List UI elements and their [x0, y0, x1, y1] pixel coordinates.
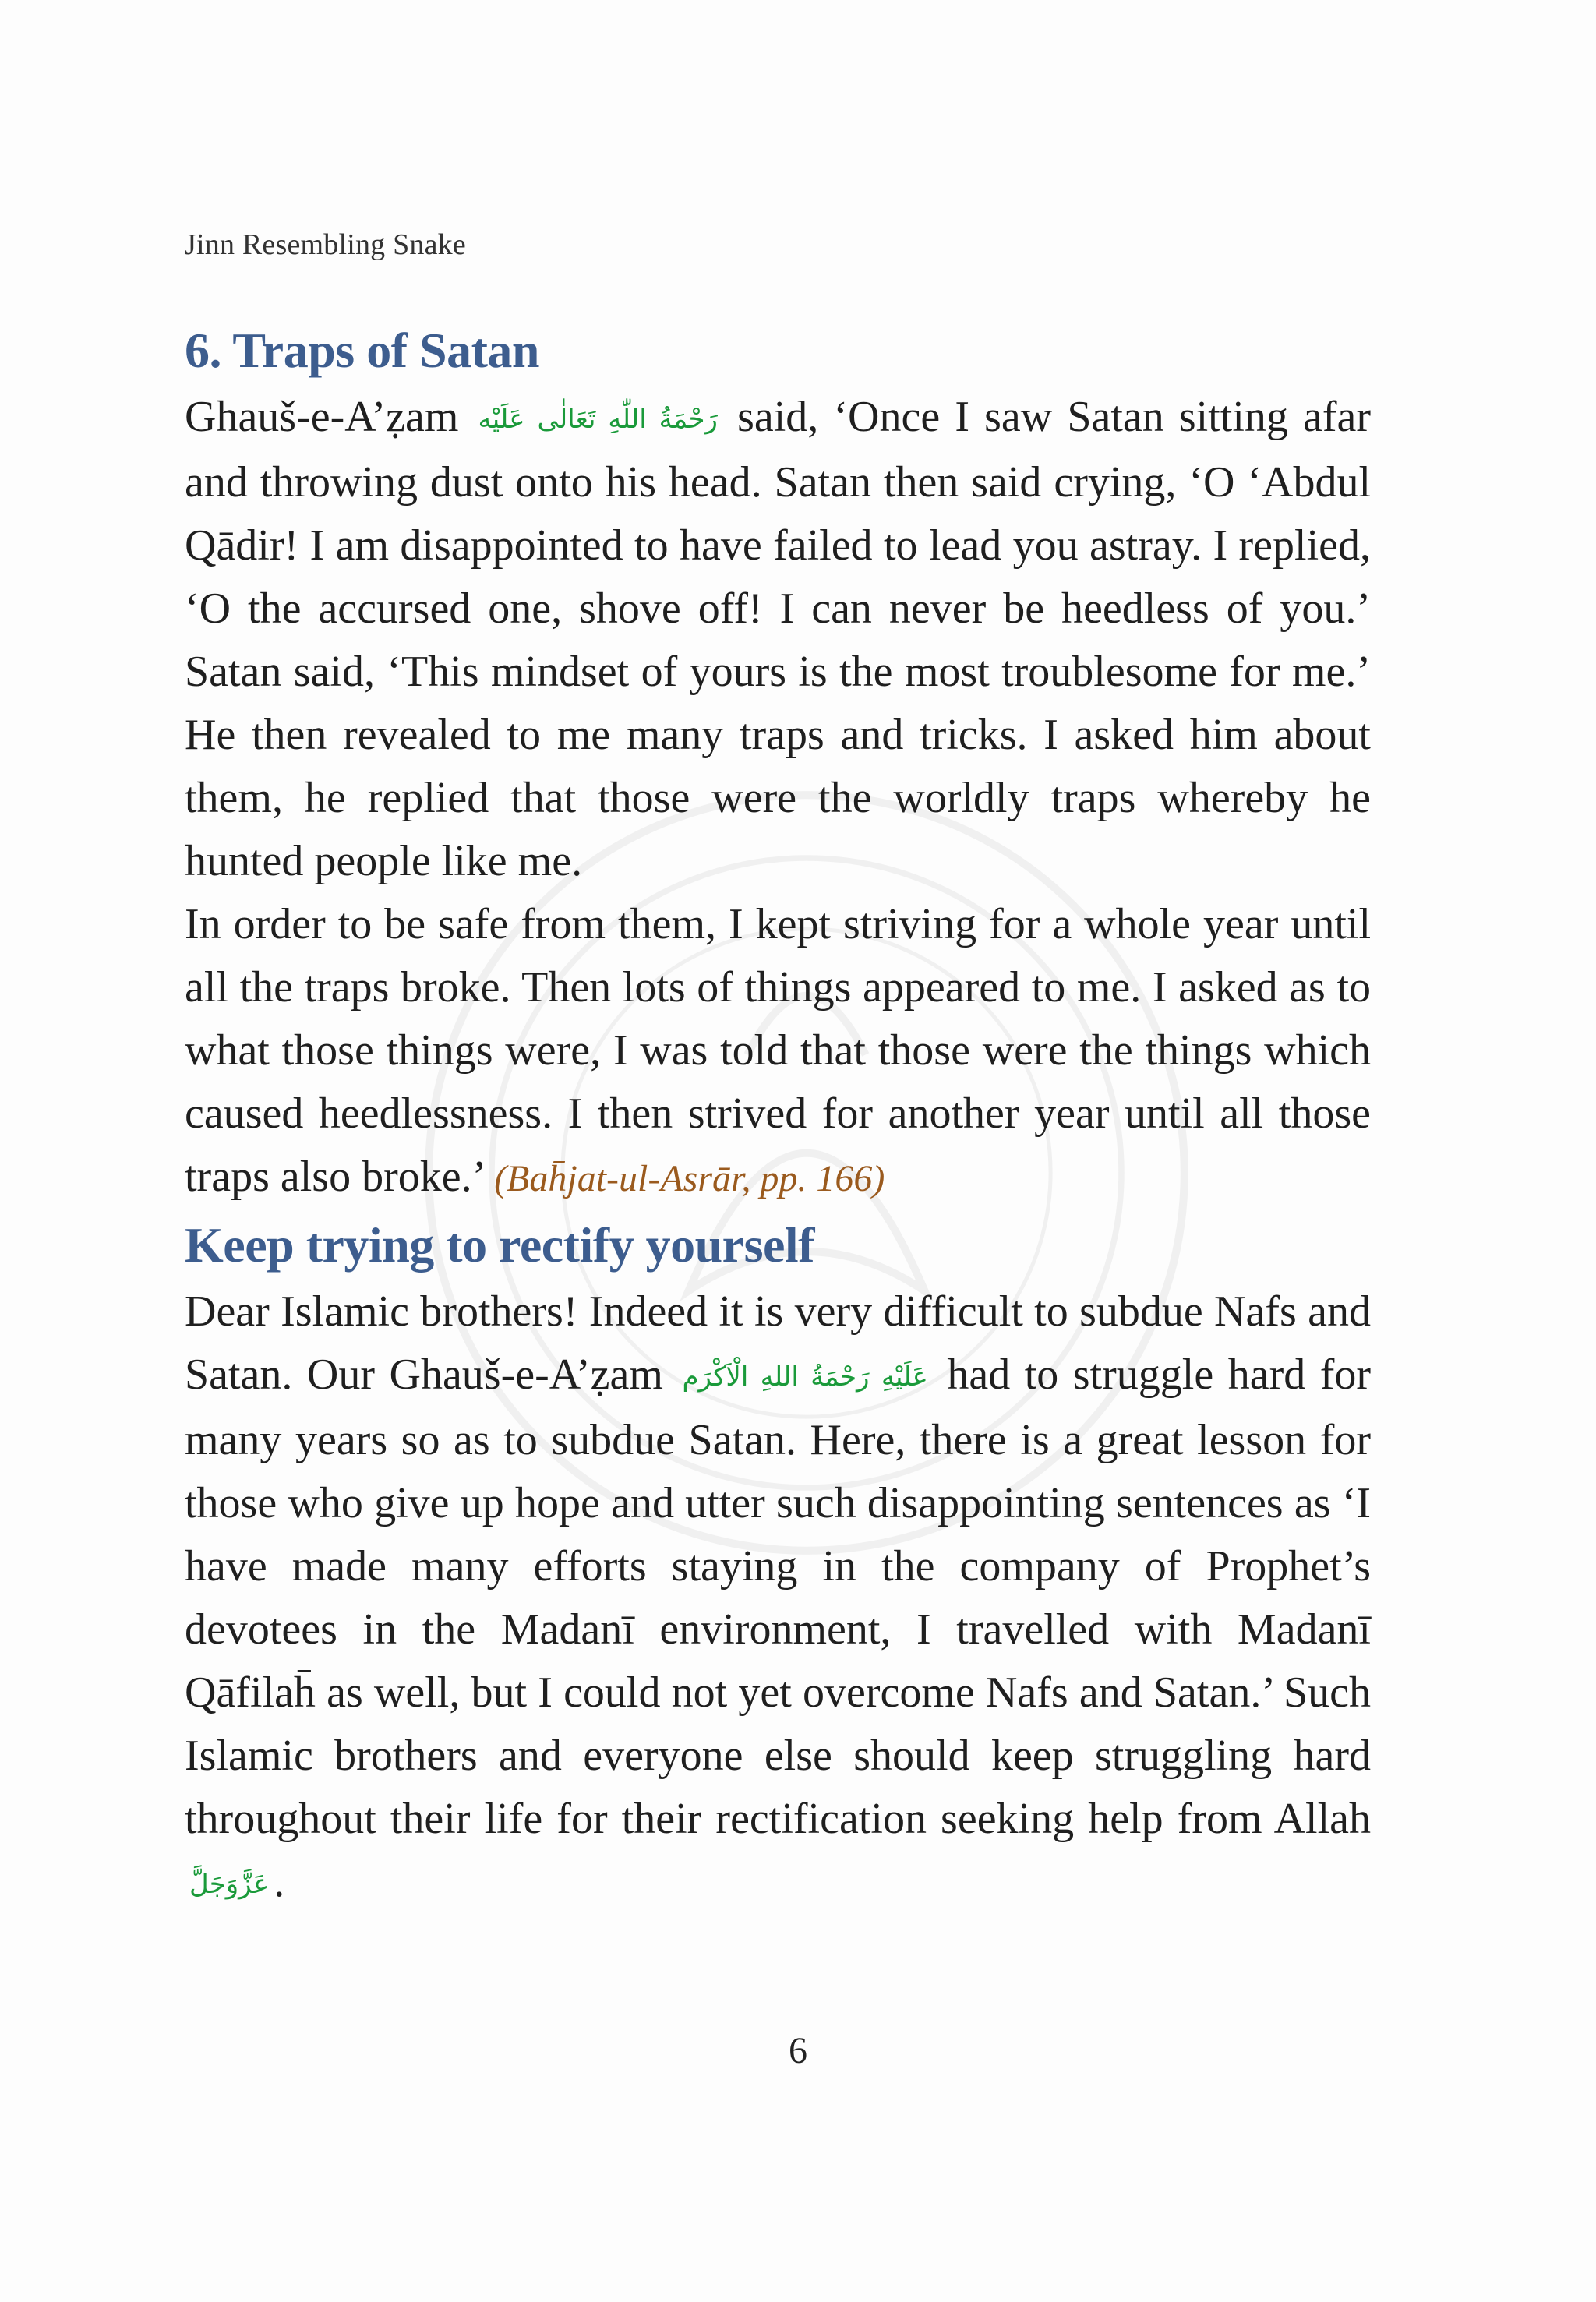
section-heading-traps-of-satan: 6. Traps of Satan: [185, 323, 539, 378]
honorific-rahmatullah: رَحْمَةُ اللّٰهِ تَعَالٰی عَلَیْه: [478, 404, 718, 435]
paragraph-2-text: In order to be safe from them, I kept striving for a whole year until all the traps broke. Then lots of things appeared to me. I asked as to what those things were, I was told that those were the things which caused heedlessness. I then strived for another year until all those traps also broke.’: [185, 900, 1371, 1201]
paragraph-1: [185, 386, 1371, 893]
paragraph-2: [185, 893, 1371, 1210]
running-head: Jinn Resembling Snake: [185, 228, 466, 261]
paragraph-3-text-b: had to struggle hard for many years so as to subdue Satan. Here, there is a great lesson for those who give up hope and utter such disappointing sentences as ‘I have made many efforts staying in the company of Prophet’s devotees in the Madanī environment, I travelled with Madanī Qāfilah̄ as well, but I could not yet overcome Nafs and Satan.’ Such Islamic brothers and everyone else should keep struggling hard throughout their life for their rectification seeking help from Allah: [185, 1350, 1372, 1843]
honorific-alaihi-rahmah: عَلَيْهِ رَحْمَةُ اللهِ الْاَكْرَم: [682, 1361, 928, 1393]
honorific-azza-wa-jal: عَزَّوَجَلَّ: [189, 1869, 270, 1900]
paragraph-3: [185, 1280, 1371, 1916]
section-heading-keep-trying: Keep trying to rectify yourself: [185, 1217, 814, 1273]
citation-bahjat-ul-asrar: (Bah̄jat-ul-Asrār, pp. 166): [494, 1158, 885, 1199]
paragraph-1-text-b: said, ‘Once I saw Satan sitting afar and throwing dust onto his head. Satan then said crying, ‘O ‘Abdul Qādir! I am disappointed to have failed to lead you astray. I replied, ‘O the accursed one, shove off! I can never be heedless of you.’ Satan said, ‘This mindset of yours is the most troublesome for me.’ He then revealed to me many traps and tricks. I asked him about them, he replied that those were the worldly traps whereby he hunted people like me.: [185, 393, 1372, 885]
page-number: 6: [789, 2030, 807, 2071]
paragraph-1-text-a: Ghauš-e-A’ẓam: [185, 393, 459, 441]
main-content: [185, 316, 1371, 1916]
paragraph-3-text-a: Dear Islamic brothers! Indeed it is very difficult to subdue Nafs and Satan. Our Ghauš-e-A’ẓam: [185, 1287, 1371, 1399]
paragraph-3-text-c: .: [274, 1858, 285, 1906]
